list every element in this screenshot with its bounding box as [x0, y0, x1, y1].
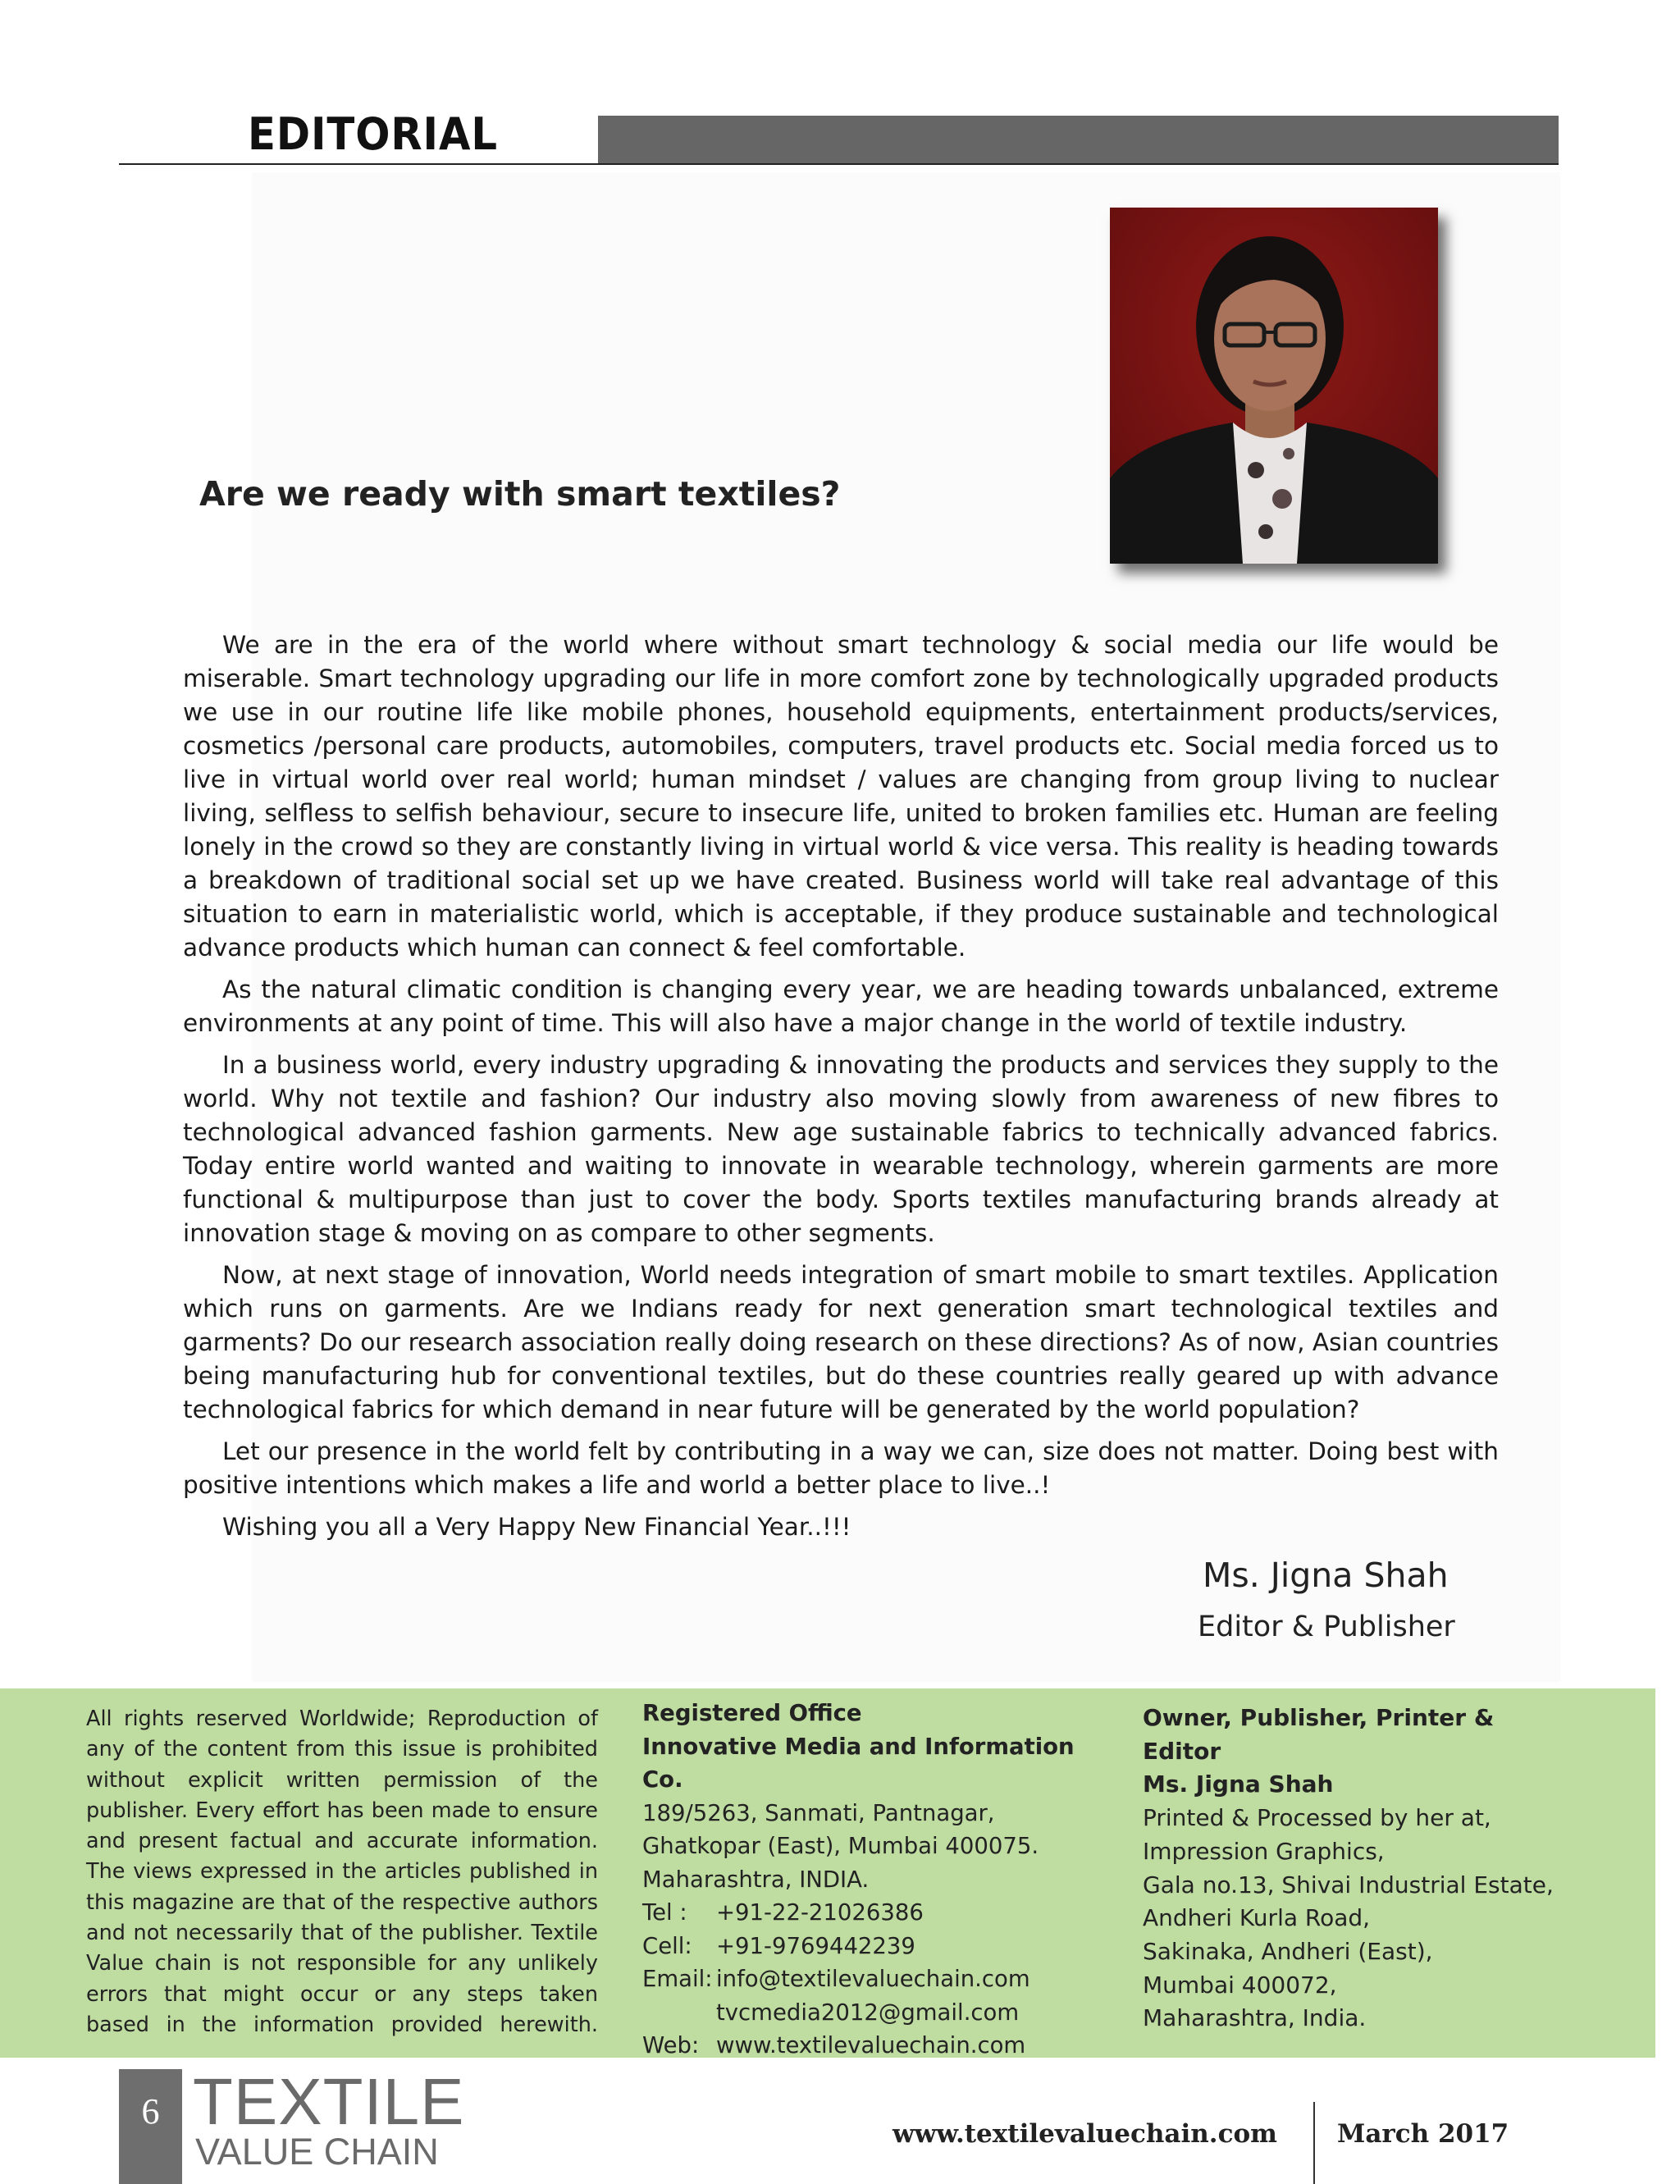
cell-value: +91-9769442239 — [716, 1932, 915, 1959]
article-paragraph: In a business world, every industry upgrading & innovating the products and services they supply to the world. Why not textile and fashion? Our industry also moving slowly from awareness of new fibres to technological advanced fashion garments. New age sustainable fabrics to technically advanced fabrics. Today entire world wanted and waiting to innovate in wearable technology, wherein garments are more functional & multipurpose than just to cover the body. Sports textiles manufacturing brands already at innovation stage & moving on as compare to other segments. — [183, 1051, 1499, 1247]
cell-label: Cell: — [642, 1932, 692, 1959]
article-body — [183, 628, 1499, 1552]
article-paragraph: As the natural climatic condition is changing every year, we are heading towards unbalanced, extreme environments at any point of time. This will also have a major change in the world of textile industry. — [183, 975, 1499, 1037]
header-rule — [119, 163, 1559, 165]
owner-heading: Editor — [1143, 1737, 1221, 1765]
web-label: Web: — [642, 2032, 700, 2058]
web-link[interactable]: www.textilevaluechain.com — [716, 2032, 1026, 2058]
website-link[interactable]: www.textilevaluechain.com — [892, 2119, 1277, 2149]
email-link[interactable]: info@textilevaluechain.com — [716, 1966, 1030, 1992]
owner-info — [1143, 1702, 1635, 2036]
owner-line: Maharashtra, India. — [1143, 2004, 1367, 2032]
article-paragraph: Wishing you all a Very Happy New Financial Year..!!! — [222, 1513, 851, 1541]
owner-name: Ms. Jigna Shah — [1143, 1771, 1334, 1798]
email-link[interactable]: tvcmedia2012@gmail.com — [716, 1999, 1020, 2026]
section-title: EDITORIAL — [248, 108, 498, 160]
issue-date: March 2017 — [1337, 2119, 1509, 2149]
owner-line: Sakinaka, Andheri (East), — [1143, 1937, 1433, 1965]
header-bar — [598, 116, 1559, 163]
logo-value-chain: VALUE CHAIN — [195, 2131, 439, 2173]
logo-textile: TEXTILE — [193, 2065, 465, 2138]
signature-name: Ms. Jigna Shah — [1203, 1556, 1449, 1595]
registered-heading: Registered Office — [642, 1700, 862, 1726]
page-number: 6 — [141, 2091, 160, 2131]
tel-value: +91-22-21026386 — [716, 1899, 924, 1926]
address-line: Maharashtra, INDIA. — [642, 1866, 870, 1893]
footer-divider — [1313, 2102, 1315, 2184]
article-headline: Are we ready with smart textiles? — [199, 474, 841, 514]
owner-heading: Owner, Publisher, Printer & — [1143, 1704, 1495, 1731]
owner-line: Gala no.13, Shivai Industrial Estate, — [1143, 1871, 1554, 1898]
registered-office — [642, 1697, 1102, 2063]
owner-line: Andheri Kurla Road, — [1143, 1904, 1371, 1932]
article-paragraph: We are in the era of the world where without smart technology & social media our life would be miserable. Smart technology upgrading our life in more comfort zone by technologically upgraded products we use in our routine life like mobile phones, household equipments, entertainment products/services, cosmetics /personal care products, automobiles, computers, travel products etc. Social media forced us to live in virtual world over real world; human mindset / values are changing from group living to nuclear living, selfless to selfish behaviour, secure to insecure life, united to broken families etc. Human are feeling lonely in the crowd so they are constantly living in virtual world & vice versa. This reality is heading towards a breakdown of traditional social set up we have created. Business world will take real advantage of this situation to earn in materialistic world, which is acceptable, if they produce sustainable and technological advance products which human can connect & feel comfortable. — [183, 631, 1499, 962]
owner-line: Mumbai 400072, — [1143, 1971, 1337, 1999]
rights-notice: All rights reserved Worldwide; Reproduction of any of the content from this issue is prohibited without explicit written permission of the publisher. Every effort has been made to ensure and present factual and accurate information. The views expressed in the articles published in this magazine are that of the respective authors and not necessarily that of the publisher. Textile Value chain is not responsible for any unlikely errors that might occur or any steps taken based in the information provided herewith. — [86, 1707, 598, 2037]
article-paragraph: Now, at next stage of innovation, World needs integration of smart mobile to smart textiles. Application which runs on garments. Are we Indians ready for next generation smart technological textiles and garments? Do our research association really doing research on these directions? As of now, Asian countries being manufacturing hub for conventional textiles, but do these countries really geared up with advance technological fabrics for which demand in near future will be generated by the world population? — [183, 1261, 1499, 1423]
owner-line: Impression Graphics, — [1143, 1837, 1385, 1865]
signature-role: Editor & Publisher — [1198, 1611, 1455, 1643]
article-paragraph: Let our presence in the world felt by contributing in a way we can, size does not matter. Doing best with positive intentions which makes a life and world a better place to live..! — [183, 1437, 1499, 1499]
address-line: Ghatkopar (East), Mumbai 400075. — [642, 1833, 1039, 1859]
tel-label: Tel : — [642, 1899, 687, 1926]
company-name: Innovative Media and Information Co. — [642, 1733, 1075, 1793]
email-label: Email: — [642, 1966, 713, 1992]
editor-portrait — [1110, 208, 1438, 564]
owner-line: Printed & Processed by her at, — [1143, 1804, 1491, 1832]
address-line: 189/5263, Sanmati, Pantnagar, — [642, 1799, 995, 1826]
